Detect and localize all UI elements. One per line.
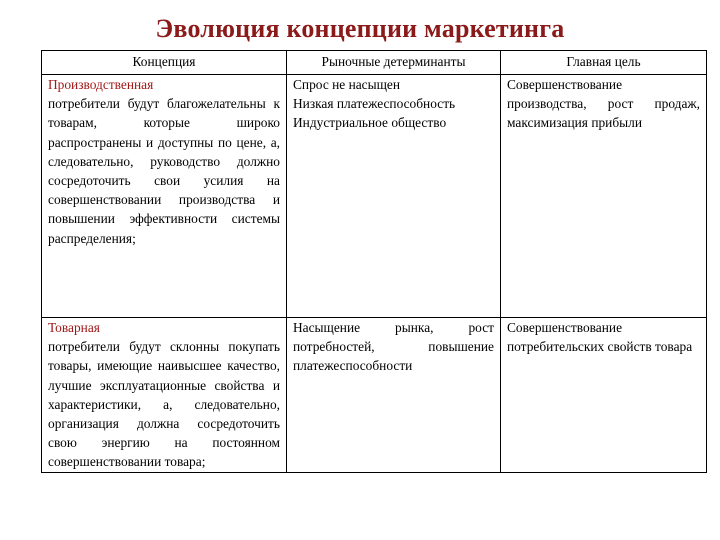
- determinants-cell: [287, 75, 501, 318]
- header-market-determinants: Рыночные детерминанты: [287, 51, 501, 75]
- determinant-item: Спрос не насыщен: [293, 77, 401, 92]
- concept-description: потребители будут склонны покупать товары, имеющие наивысшее качество, лучшие эксплуатационные свойства и характеристики, а, следовательно, организация должна сосредоточить свою энергию на постоянном совершенствовании товара;: [48, 339, 280, 470]
- goal-cell: Совершенствование потребительских свойств товара: [501, 318, 707, 473]
- determinant-item: Насыщение рынка, рост потребностей, повышение платежеспособности: [293, 320, 494, 374]
- determinant-item: Низкая платежеспособность: [293, 96, 456, 112]
- concept-cell: [42, 75, 287, 318]
- determinants-cell: [287, 318, 501, 473]
- concept-name: Производственная: [48, 77, 154, 92]
- goal-cell: Совершенствование производства, рост продаж, максимизация прибыли: [501, 75, 707, 318]
- page-title: Эволюция концепции маркетинга: [155, 14, 565, 43]
- header-concept: Концепция: [42, 51, 287, 75]
- concept-description: потребители будут благожелательны к товарам, которые широко распространены и доступны по цене, а, следовательно, руководство должно сосредоточить свои усилия на совершенствовании производства и повышении эффективности системы распределения;: [48, 96, 280, 246]
- marketing-concepts-table: [41, 50, 707, 473]
- concept-cell: [42, 318, 287, 473]
- table-row: [42, 75, 707, 318]
- table-header-row: [42, 51, 707, 75]
- header-main-goal: Главная цель: [501, 51, 707, 75]
- determinant-item: Индустриальное общество: [293, 115, 447, 131]
- concept-name: Товарная: [48, 320, 100, 335]
- table-row: [42, 318, 707, 473]
